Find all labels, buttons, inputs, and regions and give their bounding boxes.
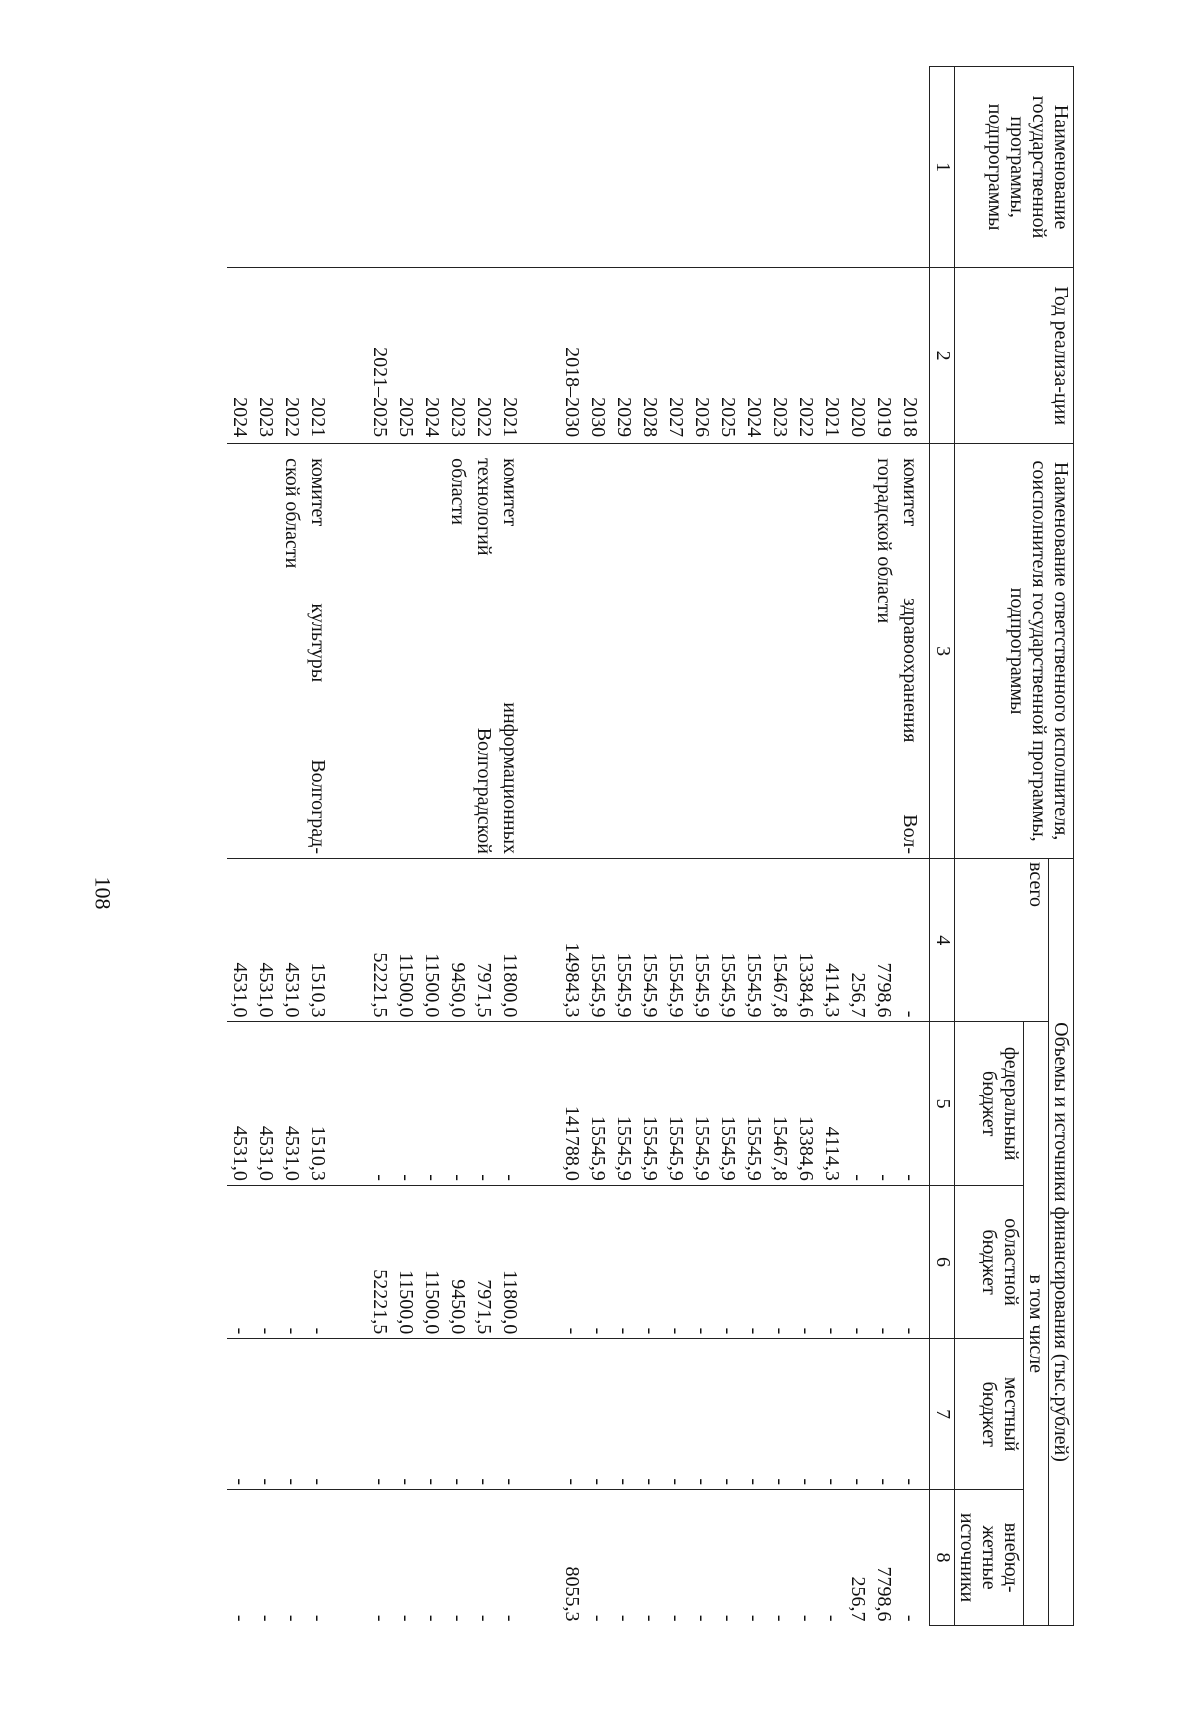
federal-value: - [473,1174,495,1181]
year-value: 2024 [229,397,251,438]
year-cell [559,268,930,444]
local-value: - [395,1478,417,1486]
total-cell [227,859,337,1022]
local-cell [227,1339,337,1490]
column-number: 7 [930,1339,955,1490]
column-number: 3 [930,444,955,859]
group-row [367,67,529,1626]
column-number: 2 [930,268,955,444]
total-value: 11500,0 [421,953,443,1018]
header-regional: областной бюджет [955,1185,1024,1338]
extra-value: - [639,1614,661,1622]
year-value: 2022 [473,397,495,438]
federal-value: 15545,9 [691,1115,713,1181]
spacer-cell [337,1185,367,1338]
header-extra: внебюд-жетные источники [955,1490,1024,1626]
federal-value: - [369,1174,391,1181]
extra-value: 7798,6 [873,1566,895,1622]
total-value: 4114,3 [821,963,843,1018]
regional-value: 11800,0 [499,1269,521,1335]
local-value: - [691,1478,713,1486]
total-value: 1510,3 [307,962,329,1018]
extra-value: - [447,1614,469,1622]
federal-value: 141788,0 [561,1105,583,1181]
extra-value: - [665,1614,687,1622]
executor-line: комитет культуры Волгоград- [307,458,329,855]
local-value: - [369,1478,391,1486]
local-value: - [639,1478,661,1486]
spacer-cell [529,1339,559,1490]
regional-value: - [281,1327,303,1335]
federal-value: - [873,1174,895,1181]
extra-value: - [395,1614,417,1622]
program-name-cell [367,67,529,268]
year-value: 2027 [665,397,687,438]
executor-cell [367,444,529,859]
extra-value: - [613,1614,635,1622]
column-number: 1 [930,67,955,268]
regional-value: - [769,1327,791,1335]
local-value: - [307,1478,329,1486]
local-value: - [613,1478,635,1486]
regional-value: - [587,1327,609,1335]
extra-value: - [743,1614,765,1622]
regional-value: 11500,0 [421,1269,443,1335]
total-value: 15545,9 [639,952,661,1018]
federal-value: 1510,3 [307,1125,329,1181]
regional-value: - [561,1327,583,1335]
program-name-cell [559,67,930,268]
regional-value: - [665,1327,687,1335]
federal-value: 15545,9 [743,1115,765,1181]
table-header [930,67,1074,1626]
total-value: 7798,6 [873,962,895,1018]
federal-value: - [395,1174,417,1181]
total-value: 15545,9 [613,952,635,1018]
spacer-cell [337,1490,367,1626]
spacer-cell [529,444,559,859]
total-value: 4531,0 [229,962,251,1018]
regional-value: 52221,5 [369,1269,391,1335]
spacer-cell [529,1022,559,1185]
regional-value: - [307,1327,329,1335]
financing-table [227,66,1074,1626]
local-value: - [255,1478,277,1486]
local-value: - [821,1478,843,1486]
federal-value: - [499,1174,521,1181]
local-value: - [717,1478,739,1486]
header-total: всего [955,859,1049,1022]
spacer-cell [337,859,367,1022]
year-value: 2021–2025 [369,347,391,438]
total-value: 13384,6 [795,952,817,1018]
spacer-cell [337,268,367,444]
year-value: 2023 [769,397,791,438]
header-federal: федеральный бюджет [955,1022,1024,1185]
regional-value: - [717,1327,739,1335]
year-value: 2021 [307,397,329,438]
header-including: в том числе [1024,1022,1049,1626]
total-value: 11800,0 [499,953,521,1018]
total-value: 4531,0 [281,962,303,1018]
total-value: 15545,9 [691,952,713,1018]
extra-value: - [307,1614,329,1622]
year-value: 2022 [281,397,303,438]
total-value: 9450,0 [447,962,469,1018]
federal-value: - [847,1174,869,1181]
federal-value: 15545,9 [587,1115,609,1181]
year-value: 2024 [743,397,765,438]
header-program-name: Наименование государственной программы, подпрограммы [955,67,1074,268]
regional-value: - [821,1327,843,1335]
federal-value: - [447,1174,469,1181]
year-value: 2023 [255,397,277,438]
federal-value: 4531,0 [229,1125,251,1181]
local-value: - [873,1478,895,1486]
executor-line: области [447,458,469,525]
extra-value: - [499,1614,521,1622]
year-value: 2019 [873,397,895,438]
regional-value: - [229,1327,251,1335]
federal-value: 15545,9 [639,1115,661,1181]
federal-cell [559,1022,930,1185]
local-value: - [847,1478,869,1486]
executor-line: комитет здравоохранения Вол- [899,458,921,855]
extra-cell [559,1490,930,1626]
group-row [559,67,930,1626]
year-value: 2025 [717,397,739,438]
year-cell [227,268,337,444]
federal-value: 13384,6 [795,1115,817,1181]
extra-value: - [821,1614,843,1622]
total-value: 15545,9 [743,952,765,1018]
spacer-cell [529,1185,559,1338]
local-value: - [281,1478,303,1486]
total-value: 149843,3 [561,942,583,1018]
spacer-cell [529,268,559,444]
local-value: - [561,1478,583,1486]
local-value: - [229,1478,251,1486]
local-value: - [421,1478,443,1486]
year-value: 2021 [821,397,843,438]
year-value: 2029 [613,397,635,438]
regional-value: - [743,1327,765,1335]
federal-value: 15545,9 [717,1115,739,1181]
executor-cell [227,444,337,859]
local-value: - [499,1478,521,1486]
header-executor: Наименование ответственного исполнителя, соисполнителя государственной программы, подпрограммы [955,444,1074,859]
regional-value: - [691,1327,713,1335]
spacer-cell [337,1339,367,1490]
rotated-table-container [154,66,1074,1626]
year-value: 2023 [447,397,469,438]
total-cell [559,859,930,1022]
spacer-cell [337,1022,367,1185]
regional-value: 9450,0 [447,1279,469,1335]
executor-line: ской области [281,458,303,569]
regional-value: 7971,5 [473,1279,495,1335]
extra-value: - [717,1614,739,1622]
executor-line: гоградской области [873,458,895,624]
federal-value: 4114,3 [821,1126,843,1181]
header-volumes: Объемы и источники финансирования (тыс.рублей) [1049,859,1074,1626]
federal-cell [227,1022,337,1185]
year-value: 2025 [395,397,417,438]
local-value: - [587,1478,609,1486]
regional-value: - [255,1327,277,1335]
year-value: 2018–2030 [561,347,583,438]
local-value: - [447,1478,469,1486]
extra-value: - [229,1614,251,1622]
extra-value: - [369,1614,391,1622]
federal-value: 4531,0 [281,1125,303,1181]
local-value: - [795,1478,817,1486]
extra-value: - [795,1614,817,1622]
column-number: 8 [930,1490,955,1626]
extra-value: - [473,1614,495,1622]
local-cell [559,1339,930,1490]
extra-value: - [255,1614,277,1622]
spacer-cell [529,67,559,268]
federal-value: 15545,9 [665,1115,687,1181]
total-value: 52221,5 [369,952,391,1018]
group-row [227,67,337,1626]
column-number: 4 [930,859,955,1022]
extra-value: - [899,1614,921,1622]
regional-value: - [795,1327,817,1335]
local-cell [367,1339,529,1490]
local-value: - [769,1478,791,1486]
spacer-cell [337,444,367,859]
extra-value: 256,7 [847,1576,869,1622]
year-value: 2022 [795,397,817,438]
federal-value: 4531,0 [255,1125,277,1181]
regional-value: - [613,1327,635,1335]
federal-value: 15545,9 [613,1115,635,1181]
executor-line: технологий Волгоградской [473,458,495,855]
total-value: 15545,9 [717,952,739,1018]
local-value: - [899,1478,921,1486]
page-number: 108 [90,876,116,910]
year-value: 2018 [899,397,921,438]
year-value: 2024 [421,397,443,438]
group-spacer [337,67,367,1626]
total-value: 15545,9 [587,952,609,1018]
year-value: 2021 [499,397,521,438]
extra-value: - [281,1614,303,1622]
total-value: 4531,0 [255,962,277,1018]
spacer-cell [337,67,367,268]
regional-value: - [639,1327,661,1335]
regional-cell [227,1185,337,1338]
year-value: 2030 [587,397,609,438]
program-name-cell [227,67,337,268]
regional-value: - [873,1327,895,1335]
federal-value: 15467,8 [769,1115,791,1181]
total-value: - [899,1010,921,1018]
header-local: местный бюджет [955,1339,1024,1490]
total-value: 11500,0 [395,953,417,1018]
total-value: 7971,5 [473,962,495,1018]
federal-value: - [899,1174,921,1181]
local-value: - [743,1478,765,1486]
extra-cell [227,1490,337,1626]
table-body [227,67,930,1626]
total-value: 15467,8 [769,952,791,1018]
extra-value: 8055,3 [561,1566,583,1622]
column-number: 5 [930,1022,955,1185]
extra-value: - [587,1614,609,1622]
total-value: 256,7 [847,972,869,1018]
federal-value: - [421,1174,443,1181]
header-year: Год реализа-ции [955,268,1074,444]
spacer-cell [529,859,559,1022]
local-value: - [665,1478,687,1486]
extra-value: - [769,1614,791,1622]
federal-cell [367,1022,529,1185]
year-value: 2026 [691,397,713,438]
regional-cell [367,1185,529,1338]
extra-cell [367,1490,529,1626]
extra-value: - [691,1614,713,1622]
spacer-cell [529,1490,559,1626]
regional-cell [559,1185,930,1338]
total-value: 15545,9 [665,952,687,1018]
regional-value: - [847,1327,869,1335]
total-cell [367,859,529,1022]
executor-line: комитет информационных [499,458,521,855]
regional-value: - [899,1327,921,1335]
regional-value: 11500,0 [395,1269,417,1335]
group-spacer [529,67,559,1626]
year-value: 2028 [639,397,661,438]
local-value: - [473,1478,495,1486]
column-number: 6 [930,1185,955,1338]
year-cell [367,268,529,444]
executor-cell [559,444,930,859]
extra-value: - [421,1614,443,1622]
year-value: 2020 [847,397,869,438]
